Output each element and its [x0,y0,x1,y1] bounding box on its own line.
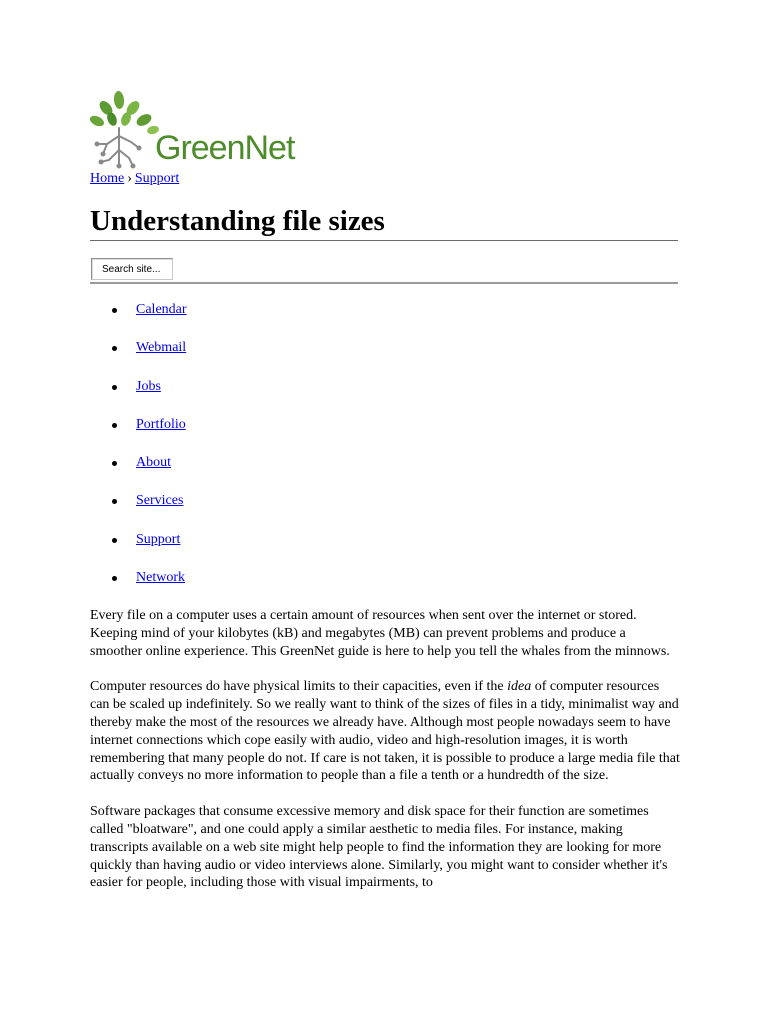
nav-link-portfolio[interactable]: Portfolio [136,416,186,432]
nav-item-network [90,568,187,606]
nav-item-calendar [90,300,187,338]
bullet-icon [112,423,117,428]
nav-item-about [90,453,187,491]
paragraph-resources-start: Computer resources do have physical limits to their capacities, even if the [90,679,508,695]
nav-item-webmail [90,338,187,376]
page-title: Understanding file sizes [90,203,678,241]
logo-wordmark [155,130,294,166]
paragraph-intro: Every file on a computer uses a certain amount of resources when sent over the internet or stored. Keeping mind of your kilobytes (kB) and megabytes (MB) can prevent problems and produce a smoother online experience. This GreenNet guide is here to help you tell the whales from the minnows. [90,608,670,659]
bullet-icon [112,308,117,313]
bullet-icon [112,538,117,543]
nav-item-support [90,530,187,568]
bullet-icon [112,576,117,581]
search-bar [90,258,678,284]
nav-link-jobs[interactable]: Jobs [136,378,161,394]
nav-item-services [90,491,187,529]
nav-link-calendar[interactable]: Calendar [136,302,187,317]
bullet-icon [112,385,117,390]
nav-link-services[interactable]: Services [136,493,184,509]
paragraph-bloatware: Software packages that consume excessive memory and disk space for their function are sometimes called "bloatware", and one could apply a similar aesthetic to media files. For instance, making transcripts available on a web site might help people to find the information they are looking for more quickly than having audio or video interviews alone. Similarly, you might want to consider whether it's easier for people, including those with visual impairments, to [90,804,668,891]
main-nav [90,300,187,606]
paragraph-resources [90,678,680,785]
breadcrumb-support-link[interactable]: Support [134,171,180,186]
nav-link-support[interactable]: Support [136,531,181,547]
greennet-logo[interactable] [89,90,299,172]
nav-link-network[interactable]: Network [136,570,185,586]
bullet-icon [112,461,117,466]
search-input[interactable] [91,258,173,280]
paragraph-resources-end: of computer resources can be scaled up indefinitely. So we really want to think of the sizes of files in a tidy, minimalist way and thereby make the most of the resources we already have. Although most people nowadays seem to have internet connections which cope easily with audio, video and high-resolution images, it is worth remembering that many people do not. If care is not taken, it is possible to produce a large media file that actually conveys no more information to people than a file a tenth or a hundredth of the size. [90,679,680,784]
bullet-icon [112,346,117,351]
emphasis-idea: idea [507,679,532,695]
article-body [90,607,680,910]
nav-item-jobs [90,377,187,415]
nav-link-webmail[interactable]: Webmail [136,340,187,356]
nav-item-portfolio [90,415,187,453]
logo-text-net: Net [244,129,295,167]
breadcrumb-home-link[interactable]: Home [90,171,125,186]
nav-link-about[interactable]: About [136,455,171,471]
breadcrumb-separator: › [127,171,132,186]
bullet-icon [112,499,117,504]
tree-logo-icon [89,90,159,170]
breadcrumb [90,170,179,188]
logo-text-green: Green [155,129,245,167]
